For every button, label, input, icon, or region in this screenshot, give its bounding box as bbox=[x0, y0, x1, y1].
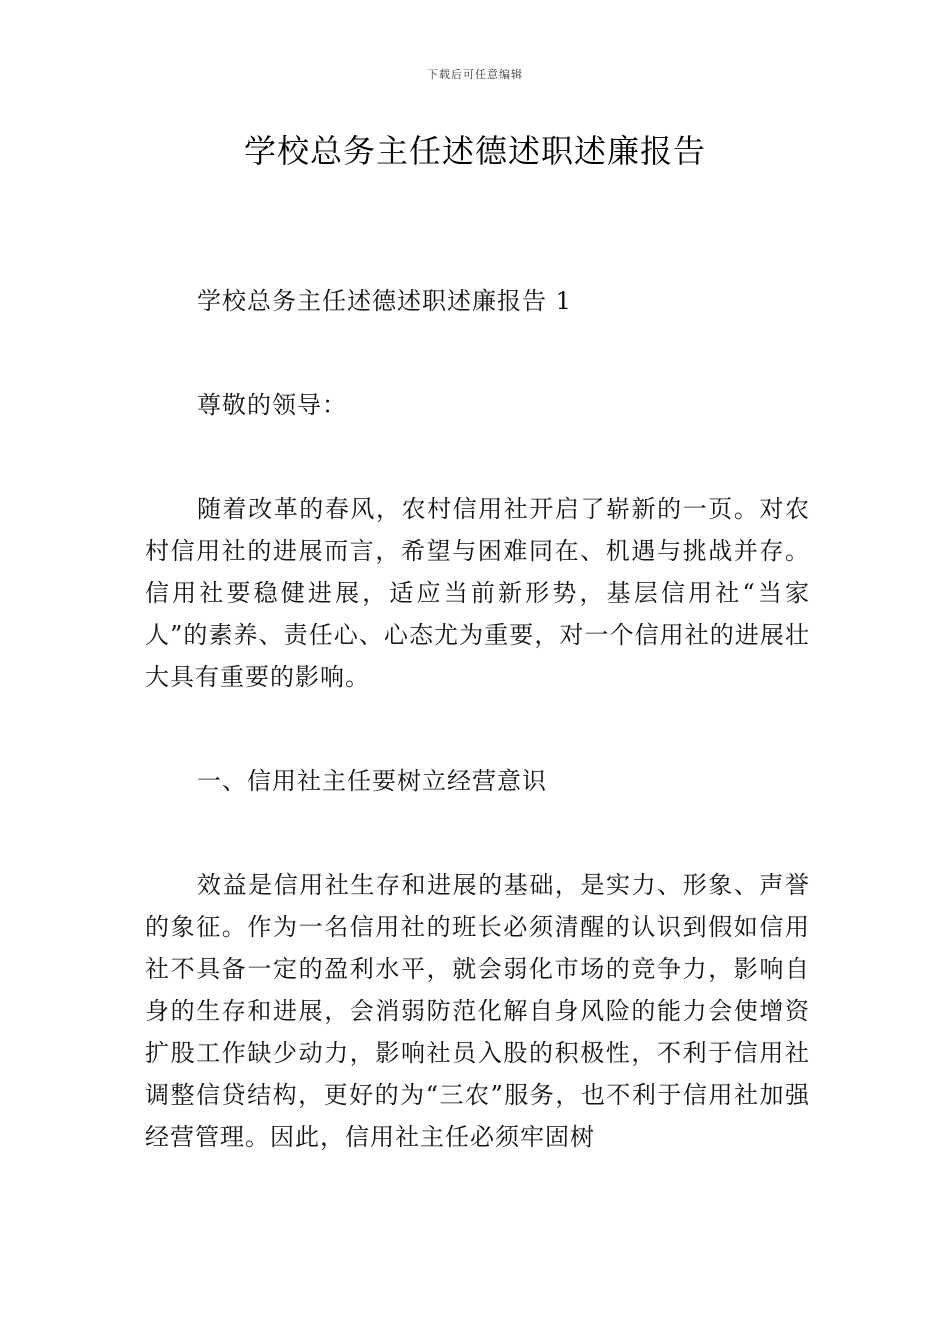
document-title: 学校总务主任述德述职述廉报告 bbox=[243, 132, 706, 170]
salutation: 尊敬的领导： bbox=[197, 391, 347, 419]
paragraph-intro: 随着改革的春风，农村信用社开启了崭新的一页。对农村信用社的进展而言，希望与困难同在、机遇与挑战并存。信用社要稳健进展，适应当前新形势，基层信用社“当家人”的素养、责任心、心态尤为重要，对一个信用社的进展壮大具有重要的影响。 bbox=[145, 495, 810, 691]
report-subtitle: 学校总务主任述德述职述廉报告 1 bbox=[197, 287, 572, 315]
paragraph-body: 效益是信用社生存和进展的基础，是实力、形象、声誉的象征。作为一名信用社的班长必须清醒的认识到假如信用社不具备一定的盈利水平，就会弱化市场的竞争力，影响自身的生存和进展，会消弱防范化解自身风险的能力会使增资扩股工作缺少动力，影响社员入股的积极性，不利于信用社调整信贷结构，更好的为“三农”服务，也不利于信用社加强经营管理。因此，信用社主任必须牢固树 bbox=[145, 871, 810, 1151]
section-heading: 一、信用社主任要树立经营意识 bbox=[197, 767, 547, 795]
document-body bbox=[145, 280, 810, 1158]
download-note: 下载后可任意编辑 bbox=[427, 68, 523, 81]
